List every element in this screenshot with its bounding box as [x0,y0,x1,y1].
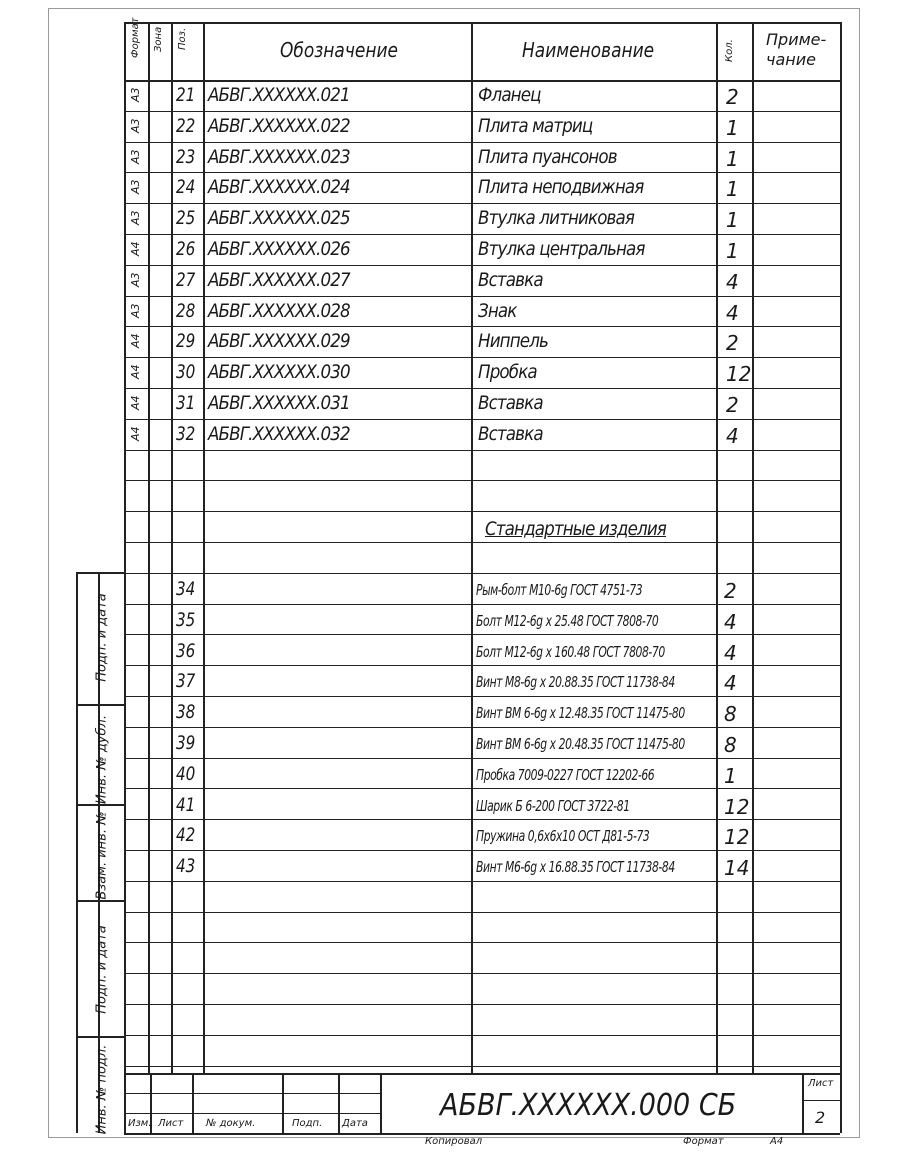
std-name: Пружина 0,6x6x10 ОСТ Д81-5-73 [476,827,650,846]
grid-line [802,1073,804,1133]
std-pos: 43 [176,855,196,878]
row-qty: 1 [726,208,739,233]
row-qty: 1 [726,239,739,263]
std-qty: 12 [724,825,750,850]
header-note-1: Приме- [766,30,827,49]
grid-line [124,973,840,974]
grid-line [124,203,840,204]
std-qty: 1 [724,763,737,788]
title-col-doc: № докум. [206,1118,256,1129]
row-qty: 2 [726,331,739,356]
std-name: Винт М8-6g x 20.88.35 ГОСТ 11738-84 [476,673,675,692]
header-zone: Зона [153,26,164,52]
grid-line [76,704,124,706]
row-name: Вставка [478,422,543,445]
header-name: Наименование [522,38,655,62]
grid-line [124,1004,840,1005]
footer-copied: Копировал [425,1136,483,1147]
row-format: А3 [129,272,142,287]
header-qty: Кол. [724,39,735,62]
grid-line [124,573,840,574]
grid-line [124,665,840,666]
grid-line [124,80,840,82]
row-pos: 23 [176,145,196,168]
row-format: А4 [129,426,142,441]
row-qty: 4 [726,300,739,325]
row-format: А4 [129,395,142,410]
side-inv-podl: Инв. № подл. [94,1044,110,1135]
row-pos: 21 [176,84,196,106]
std-pos: 36 [176,639,196,662]
grid-line [124,1035,840,1036]
grid-line [802,1100,840,1101]
row-name: Втулка литниковая [478,207,635,230]
row-designation: АБВГ.XXXXXX.025 [208,207,350,230]
grid-line [380,1073,382,1133]
grid-line [124,111,840,112]
grid-line [282,1073,284,1133]
grid-line [124,480,840,481]
grid-line [124,296,840,297]
grid-line [124,357,840,358]
title-col-sign: Подп. [292,1118,323,1129]
footer-format-label: Формат [683,1136,724,1147]
title-sheet-label: Лист [808,1078,834,1089]
grid-line [124,758,840,759]
row-qty: 1 [726,115,739,140]
row-pos: 31 [176,392,196,414]
row-designation: АБВГ.XXXXXX.027 [208,268,350,291]
row-pos: 27 [176,268,196,291]
grid-line [76,1036,124,1038]
std-qty: 4 [724,640,737,665]
row-name: Плита пуансонов [478,145,617,168]
row-designation: АБВГ.XXXXXX.021 [208,84,350,106]
row-name: Плита матриц [478,114,593,137]
row-pos: 25 [176,207,196,230]
std-pos: 35 [176,608,196,631]
title-col-sheet: Лист [158,1118,184,1129]
row-qty: 2 [726,393,739,417]
row-format: А4 [129,241,142,256]
grid-line [124,172,840,173]
std-name: Пробка 7009-0227 ГОСТ 12202-66 [476,765,655,784]
header-pos: Поз. [177,27,188,50]
std-pos: 34 [176,578,196,600]
row-name: Плита неподвижная [478,176,644,199]
std-name: Рым-болт М10-6g ГОСТ 4751-73 [476,581,643,599]
row-designation: АБВГ.XXXXXX.023 [208,145,350,168]
row-name: Знак [478,299,517,322]
std-qty: 2 [724,579,737,603]
grid-line [124,22,840,24]
header-designation: Обозначение [280,38,398,62]
row-pos: 24 [176,176,196,199]
grid-line [148,22,150,1073]
title-sheet-number: 2 [815,1108,826,1127]
row-format: А3 [129,149,142,164]
grid-line [124,881,840,882]
grid-line [124,788,840,789]
grid-line [124,819,840,820]
row-designation: АБВГ.XXXXXX.030 [208,361,350,384]
row-designation: АБВГ.XXXXXX.032 [208,422,350,445]
std-name: Винт ВМ 6-6g x 12.48.35 ГОСТ 11475-80 [476,704,685,723]
std-name: Винт М6-6g x 16.88.35 ГОСТ 11738-84 [476,858,675,877]
grid-line [124,388,840,389]
grid-line [338,1073,340,1133]
grid-line [124,419,840,420]
std-pos: 38 [176,701,196,724]
grid-line [124,912,840,913]
grid-line [124,604,840,605]
std-pos: 37 [176,670,196,693]
std-qty: 8 [724,733,737,757]
row-qty: 4 [726,423,739,448]
row-name: Втулка центральная [478,238,645,260]
grid-line [203,22,205,1073]
std-pos: 39 [176,732,196,754]
row-format: А4 [129,364,142,380]
section-title: Стандартные изделия [485,518,666,540]
row-designation: АБВГ.XXXXXX.031 [208,392,350,414]
std-name: Винт ВМ 6-6g x 20.48.35 ГОСТ 11475-80 [476,735,685,753]
std-qty: 4 [724,671,737,696]
grid-line [171,22,173,1073]
grid-line [124,1133,840,1135]
grid-line [192,1073,194,1133]
grid-line [124,326,840,327]
grid-line [471,22,473,1073]
row-designation: АБВГ.XXXXXX.024 [208,176,350,199]
std-qty: 8 [724,702,737,727]
row-name: Пробка [478,361,537,384]
row-pos: 22 [176,114,196,137]
row-designation: АБВГ.XXXXXX.028 [208,299,350,322]
side-sign-date-2: Подп. и дата [94,925,110,1014]
grid-line [124,1093,380,1094]
grid-line [124,1113,380,1114]
row-pos: 30 [176,361,196,384]
grid-line [76,572,78,1133]
row-format: А3 [129,118,142,133]
grid-line [124,542,840,543]
row-qty: 12 [726,362,752,387]
row-format: А4 [129,333,142,349]
grid-line [124,1073,840,1075]
row-qty: 4 [726,269,739,294]
header-format: Формат [130,17,141,58]
row-designation: АБВГ.XXXXXX.029 [208,330,350,353]
row-name: Вставка [478,268,543,291]
grid-line [124,727,840,728]
row-format: А3 [129,179,142,195]
grid-line [124,234,840,235]
std-qty: 12 [724,794,750,819]
std-pos: 41 [176,793,196,816]
std-qty: 4 [724,609,737,634]
grid-line [124,142,840,143]
std-name: Болт М12-6g x 160.48 ГОСТ 7808-70 [476,642,665,661]
row-qty: 2 [726,85,739,109]
grid-line [124,634,840,635]
row-qty: 1 [726,146,739,171]
grid-line [840,22,842,1133]
row-format: А3 [129,87,142,102]
side-vzam-inv: Взам. инв. № [94,811,110,900]
row-designation: АБВГ.XXXXXX.026 [208,238,350,260]
row-name: Вставка [478,392,543,414]
footer-format-value: А4 [770,1136,784,1147]
grid-line [124,450,840,451]
side-sign-date-1: Подп. и дата [94,593,110,682]
title-col-date: Дата [342,1118,368,1129]
grid-line [124,1066,840,1067]
grid-line [124,265,840,266]
row-pos: 32 [176,422,196,445]
title-designation: АБВГ.XXXXXX.000 СБ [440,1088,737,1123]
std-name: Болт М12-6g x 25.48 ГОСТ 7808-70 [476,611,659,630]
row-pos: 29 [176,330,196,353]
side-inv-dubl: Инв. № дубл. [94,715,110,804]
grid-line [76,572,124,574]
row-designation: АБВГ.XXXXXX.022 [208,114,350,137]
std-pos: 42 [176,824,196,847]
grid-line [124,850,840,851]
grid-line [124,22,126,1133]
grid-line [752,22,754,1073]
std-name: Шарик Б 6-200 ГОСТ 3722-81 [476,796,630,815]
std-qty: 14 [724,856,750,881]
row-format: А3 [129,303,142,318]
grid-line [124,511,840,512]
row-name: Фланец [478,84,541,106]
grid-line [124,942,840,943]
row-qty: 1 [726,177,739,202]
header-note-2: чание [766,50,816,69]
std-pos: 40 [176,762,196,785]
grid-line [716,22,718,1073]
row-pos: 26 [176,238,196,260]
row-pos: 28 [176,299,196,322]
row-name: Ниппель [478,330,548,353]
row-format: А3 [129,210,142,226]
grid-line [124,696,840,697]
title-col-change: Изм. [128,1118,152,1129]
